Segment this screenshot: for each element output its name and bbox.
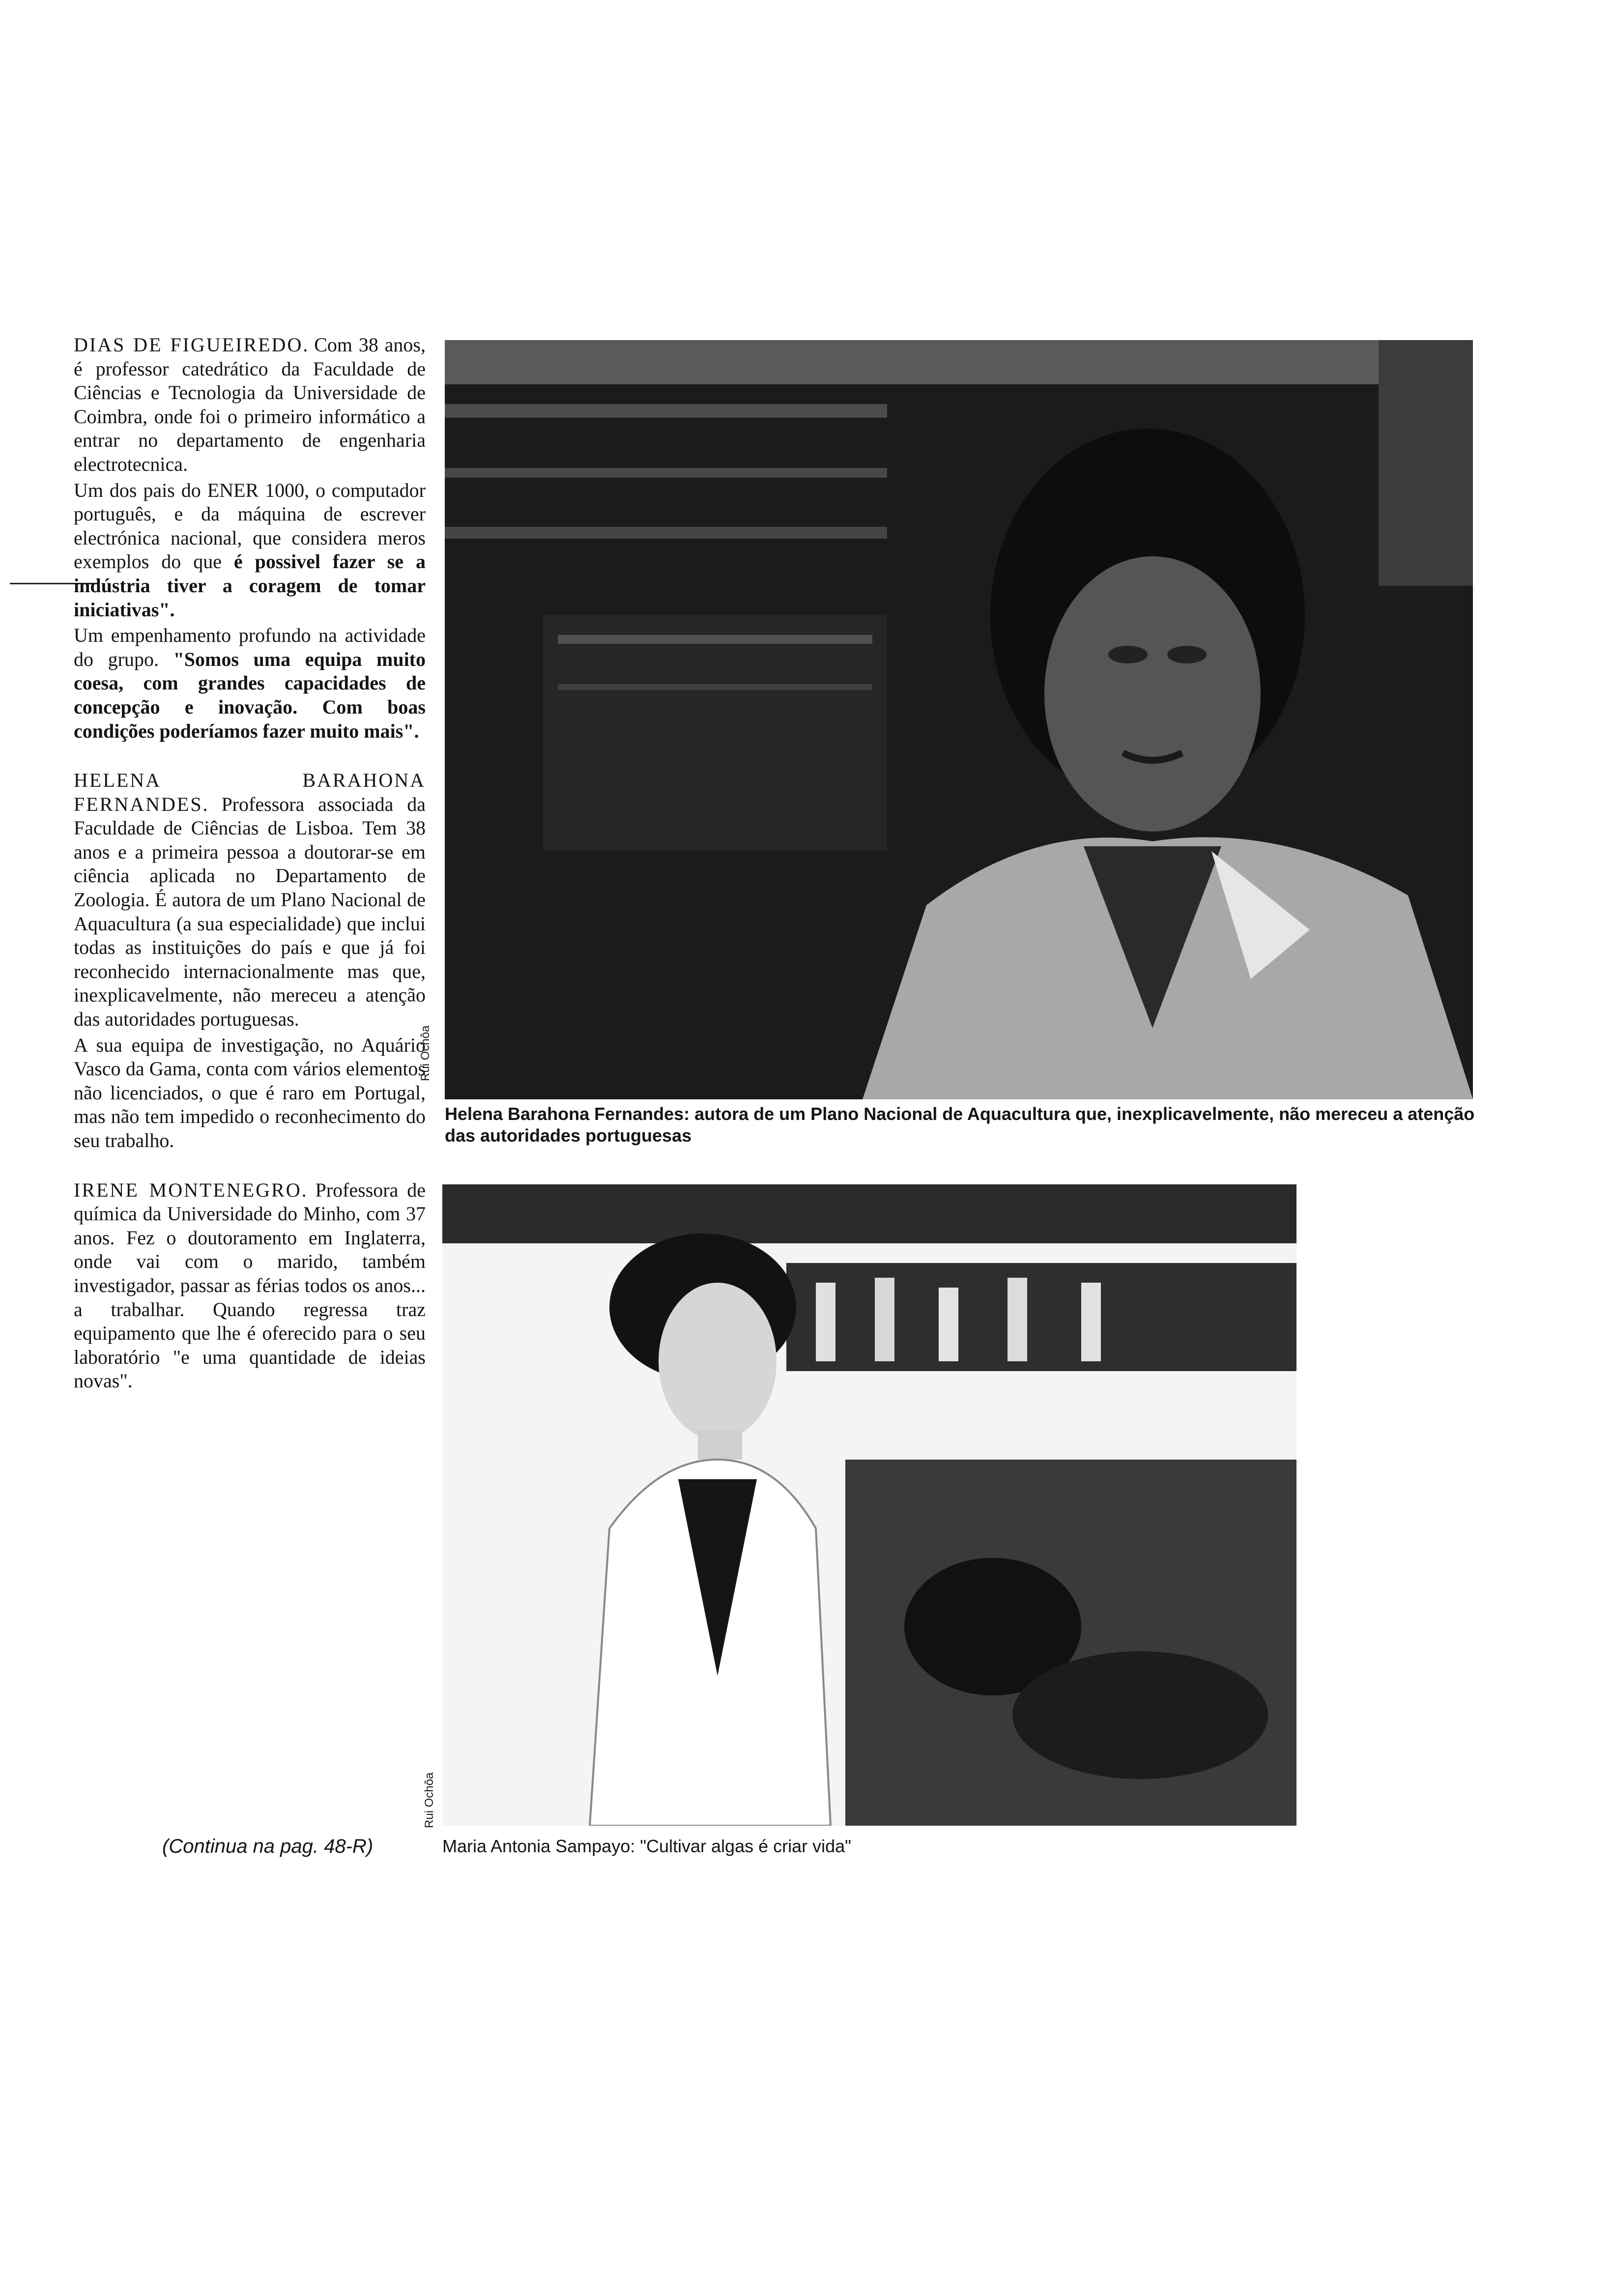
profile-name: DIAS DE FIGUEIREDO <box>74 334 303 356</box>
paragraph <box>74 1033 426 1153</box>
portrait-photo <box>442 1184 1296 1826</box>
paragraph <box>74 479 426 622</box>
profile-name: IRENE MONTENEGRO <box>74 1178 302 1201</box>
photo-caption: Helena Barahona Fernandes: autora de um Plano Nacional de Aquacultura que, inexplicavelmente, não mereceu a atenção das autoridades portuguesas <box>445 1104 1475 1146</box>
paragraph-text: . Professora associada da Faculdade de Ciências de Lisboa. Tem 38 anos e a primeira pessoa a doutorar-se em ciência aplicada no Departamento de Zoologia. É autora de um Plano Nacional de Aquacultura (a sua especialidade) que inclui todas as instituições do país e que já foi reconhecido internacionalmente mas que, inexplicavelmente, não mereceu a atenção das autoridades portuguesas. <box>74 793 426 1031</box>
paragraph-quote: "Somos uma equipa muito coesa, com grandes capacidades de concepção e inovação. Com boas condições poderíamos fazer muito mais". <box>74 648 426 742</box>
paragraph <box>74 624 426 743</box>
article-column <box>74 333 426 1419</box>
profile-helena-barahona-fernandes <box>74 769 426 1153</box>
paragraph-text: A sua equipa de investigação, no Aquário Vasco da Gama, conta com vários elementos não licenciados, o que é raro em Portugal, mas não tem impedido o reconhecimento do seu trabalho. <box>74 1033 426 1151</box>
continuation-note: (Continua na pag. 48-R) <box>162 1836 374 1857</box>
profile-dias-de-figueiredo <box>74 333 426 743</box>
photo-maria-antonia-sampayo <box>442 1184 1296 1826</box>
paragraph-text: . Professora de química da Universidade do Minho, com 37 anos. Fez o doutoramento em Inglaterra, onde vai com o marido, também investigador, passar as férias todos os anos... a trabalhar. Quando regressa traz equipamento que lhe é oferecido para o seu laboratório "e uma quantidade de ideias novas". <box>74 1178 426 1392</box>
photo-caption: Maria Antonia Sampayo: "Cultivar algas é criar vida" <box>442 1836 851 1856</box>
photo-credit: Rui Ochôa <box>423 1772 436 1828</box>
paragraph <box>74 1178 426 1393</box>
portrait-photo <box>445 340 1473 1099</box>
paragraph-text: . Com 38 anos, é professor catedrático da Faculdade de Ciências e Tecnologia da Universidade de Coimbra, onde foi o primeiro informático a entrar no departamento de engenharia electrotecnica. <box>74 334 426 475</box>
paragraph <box>74 333 426 477</box>
photo-credit: Rui Ochôa <box>419 1025 432 1081</box>
paragraph-quote: é possivel fazer se a indústria tiver a coragem de tomar iniciativas". <box>74 550 426 621</box>
paragraph-text: Um dos pais do ENER 1000, o computador português, e da máquina de escrever electrónica nacional, que considera meros exemplos do que <box>74 479 426 573</box>
photo-helena-barahona-fernandes <box>445 340 1473 1099</box>
profile-name: HELENA BARAHONA FERNANDES <box>74 769 426 815</box>
profile-irene-montenegro <box>74 1178 426 1393</box>
paragraph <box>74 769 426 1032</box>
paragraph-text: Um empenhamento profundo na actividade do grupo. <box>74 624 426 670</box>
